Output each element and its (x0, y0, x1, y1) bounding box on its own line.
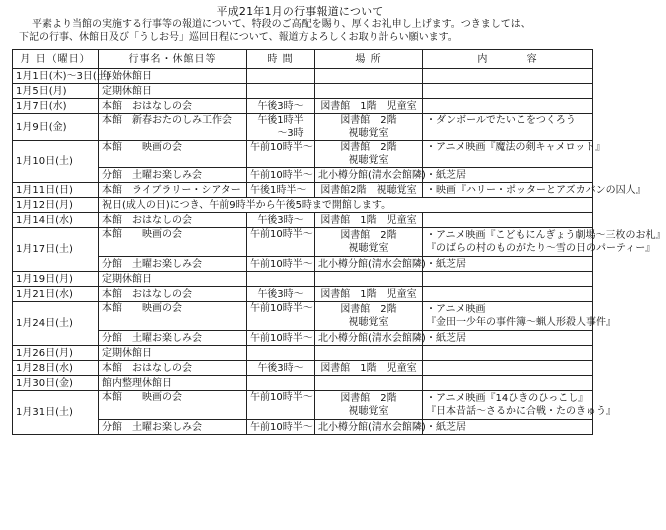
time-line-2: ～3時 (277, 128, 304, 139)
place-cell (315, 376, 423, 391)
date-cell: 1月9日(金) (13, 114, 99, 141)
table-row (13, 302, 593, 331)
table-row (13, 213, 593, 228)
content-cell: ・紙芝居 (423, 168, 593, 183)
place-cell: 北小樽分館(清水会館隣) (315, 331, 423, 346)
content-line-2: 『金田一少年の事件簿～蝋人形殺人事件』 (426, 317, 616, 328)
date-cell: 1月21日(水) (13, 287, 99, 302)
header-event: 行事名・休館日等 (99, 50, 247, 69)
content-cell (423, 84, 593, 99)
place-line-1: 図書館 2階 (340, 230, 397, 241)
time-cell: 午前10時半～ (247, 168, 315, 183)
place-line-1: 図書館 2階 (340, 304, 397, 315)
place-cell (315, 391, 423, 420)
event-cell: 本館 映画の会 (99, 391, 247, 420)
content-line-2: 『日本昔話～さるかに合戦・たのきゅう』 (426, 406, 616, 417)
event-cell: 本館 おはなしの会 (99, 287, 247, 302)
time-cell: 午前10時半～ (247, 391, 315, 420)
time-line-1: 午後1時半 (257, 115, 304, 126)
header-place: 場 所 (315, 50, 423, 69)
place-cell: 北小樽分館(清水会館隣) (315, 257, 423, 272)
date-cell: 1月1日(木)～3日(土) (13, 69, 99, 84)
table-row (13, 84, 593, 99)
content-line-1: ・ダンボールでたいこをつくろう (426, 115, 576, 126)
event-cell: 館内整理休館日 (99, 376, 247, 391)
table-row (13, 183, 593, 198)
time-cell (247, 114, 315, 141)
content-line-1: ・アニメ映画『魔法の剣キャメロット』 (426, 142, 606, 153)
content-cell (423, 391, 616, 420)
event-cell: 本館 新春おたのしみ工作会 (99, 114, 247, 141)
place-cell (315, 346, 423, 361)
table-row (13, 376, 593, 391)
place-cell: 図書館 1階 児童室 (315, 287, 423, 302)
event-cell: 本館 映画の会 (99, 141, 247, 168)
event-cell: 定期休館日 (99, 272, 247, 287)
time-cell (247, 346, 315, 361)
place-cell: 図書館 1階 児童室 (315, 361, 423, 376)
intro-line-2: 下記の行事、休館日及び「うしお号」巡回日程について、報道方よろしくお取り計らい願います。 (19, 32, 458, 43)
header-date: 月 日（曜日） (13, 50, 99, 69)
time-cell (247, 69, 315, 84)
event-cell: 本館 映画の会 (99, 302, 247, 331)
content-cell (423, 287, 593, 302)
intro-paragraph (17, 18, 587, 44)
time-cell: 午前10時半～ (247, 302, 315, 331)
content-cell (423, 228, 666, 257)
place-line-1: 図書館 2階 (340, 142, 397, 153)
content-line-1: ・アニメ映画『こどもにんぎょう劇場～三枚のお札』 (426, 230, 666, 241)
notice-cell: 祝日(成人の日)につき、午前9時半から午後5時まで開館します。 (99, 198, 593, 213)
event-cell: 分館 土曜お楽しみ会 (99, 331, 247, 346)
place-cell: 図書館2階 視聴覚室 (315, 183, 423, 198)
time-cell: 午後3時～ (247, 213, 315, 228)
place-cell (315, 69, 423, 84)
event-cell: 分館 土曜お楽しみ会 (99, 168, 247, 183)
table-row (13, 420, 593, 435)
place-cell (315, 228, 423, 257)
content-cell: ・映画『ハリー・ポッターとアズカバンの囚人』 (423, 183, 593, 198)
content-cell (423, 346, 593, 361)
content-cell (423, 272, 593, 287)
place-line-2: 視聴覚室 (348, 128, 389, 139)
content-cell (423, 213, 593, 228)
date-cell: 1月12日(月) (13, 198, 99, 213)
place-line-2: 視聴覚室 (348, 155, 389, 166)
place-cell: 北小樽分館(清水会館隣) (315, 168, 423, 183)
content-line-1: ・アニメ映画『14ひきのひっこし』 (426, 393, 589, 404)
date-cell: 1月28日(水) (13, 361, 99, 376)
date-cell: 1月24日(土) (13, 302, 99, 346)
place-line-2: 視聴覚室 (348, 243, 389, 254)
event-cell: 本館 おはなしの会 (99, 99, 247, 114)
table-row (13, 361, 593, 376)
place-cell (315, 114, 423, 141)
event-cell: 年始休館日 (99, 69, 247, 84)
time-cell (247, 84, 315, 99)
place-cell: 図書館 1階 児童室 (315, 213, 423, 228)
event-cell: 本館 おはなしの会 (99, 361, 247, 376)
content-cell (423, 302, 616, 331)
header-content: 内 容 (423, 50, 593, 69)
time-cell: 午後3時～ (247, 99, 315, 114)
table-row (13, 346, 593, 361)
intro-line-1: 平素より当館の実施する行事等の報道について、特段のご高配を賜り、厚くお礼申し上げます。つきましては、 (32, 19, 531, 30)
time-cell: 午前10時半～ (247, 141, 315, 168)
page-title: 平成21年1月の行事報道について (216, 5, 384, 18)
date-cell: 1月31日(土) (13, 391, 99, 435)
date-cell: 1月14日(水) (13, 213, 99, 228)
event-cell: 定期休館日 (99, 346, 247, 361)
place-cell: 北小樽分館(清水会館隣) (315, 420, 423, 435)
content-cell: ・紙芝居 (423, 420, 593, 435)
table-row (13, 272, 593, 287)
time-cell: 午後3時～ (247, 287, 315, 302)
table-row (13, 69, 593, 84)
date-cell: 1月17日(土) (13, 228, 99, 272)
date-cell: 1月5日(月) (13, 84, 99, 99)
content-cell (423, 69, 593, 84)
place-cell (315, 84, 423, 99)
content-cell (423, 99, 593, 114)
table-row (13, 114, 593, 141)
content-cell (423, 361, 593, 376)
place-cell (315, 272, 423, 287)
content-cell: ・紙芝居 (423, 331, 593, 346)
date-cell: 1月26日(月) (13, 346, 99, 361)
event-cell: 分館 土曜お楽しみ会 (99, 257, 247, 272)
event-cell: 本館 おはなしの会 (99, 213, 247, 228)
time-cell: 午前10時半～ (247, 420, 315, 435)
place-cell (315, 141, 423, 168)
table-row (13, 287, 593, 302)
table-row (13, 257, 593, 272)
table-row (13, 141, 593, 168)
table-row (13, 331, 593, 346)
date-cell: 1月30日(金) (13, 376, 99, 391)
event-cell: 定期休館日 (99, 84, 247, 99)
time-cell: 午後1時半～ (247, 183, 315, 198)
time-cell (247, 272, 315, 287)
time-cell: 午前10時半～ (247, 228, 315, 257)
date-cell: 1月19日(月) (13, 272, 99, 287)
content-cell (423, 376, 593, 391)
time-cell: 午前10時半～ (247, 257, 315, 272)
date-cell: 1月7日(水) (13, 99, 99, 114)
header-time: 時 間 (247, 50, 315, 69)
place-cell: 図書館 1階 児童室 (315, 99, 423, 114)
time-cell (247, 376, 315, 391)
date-cell: 1月10日(土) (13, 141, 99, 183)
content-line-2: 『のばらの村のものがたり～雪の日のパーティー』 (426, 243, 656, 254)
content-cell: ・紙芝居 (423, 257, 593, 272)
place-cell (315, 302, 423, 331)
event-cell: 本館 ライブラリー・シアター (99, 183, 247, 198)
place-line-2: 視聴覚室 (348, 317, 389, 328)
table-row (13, 99, 593, 114)
content-cell (423, 141, 606, 168)
table-row (13, 168, 593, 183)
date-cell: 1月11日(日) (13, 183, 99, 198)
content-line-1: ・アニメ映画 (426, 304, 486, 315)
table-row (13, 391, 593, 420)
content-cell (423, 114, 593, 141)
event-schedule-table (12, 49, 666, 435)
time-cell: 午前10時半～ (247, 331, 315, 346)
place-line-1: 図書館 2階 (340, 115, 397, 126)
event-cell: 分館 土曜お楽しみ会 (99, 420, 247, 435)
table-row (13, 198, 593, 213)
time-cell: 午後3時～ (247, 361, 315, 376)
place-line-2: 視聴覚室 (348, 406, 389, 417)
table-row (13, 228, 593, 257)
place-line-1: 図書館 2階 (340, 393, 397, 404)
table-header-row (13, 50, 593, 69)
event-cell: 本館 映画の会 (99, 228, 247, 257)
